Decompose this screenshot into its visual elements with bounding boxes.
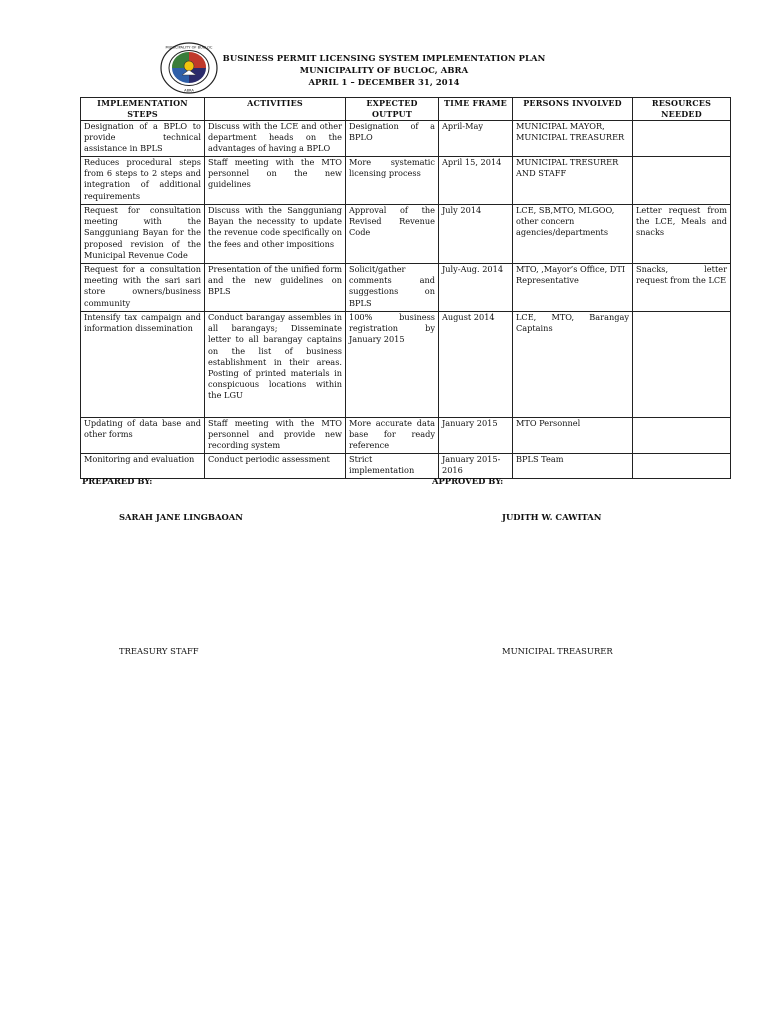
cell-persons: MTO Personnel [513,418,633,454]
cell-resources: Snacks, letter request from the LCE [633,264,731,312]
preparer-name: SARAH JANE LINGBAOAN [119,512,243,522]
cell-resources [633,312,731,418]
cell-time-frame: August 2014 [439,312,513,418]
cell-resources: Letter request from the LCE, Meals and snacks [633,205,731,264]
cell-output: Solicit/gather comments and suggestions on BPLS [346,264,439,312]
cell-persons: MUNICIPAL TRESURER AND STAFF [513,157,633,205]
cell-activity: Staff meeting with the MTO personnel on the new guidelines [205,157,346,205]
implementation-plan-table [80,97,731,479]
cell-resources [633,121,731,157]
document-header [0,42,768,98]
cell-activity: Conduct barangay assembles in all barangays; Disseminate letter to all barangay captains on the list of business establishment in their areas. Posting of printed materials in conspicuous locations within the LGU [205,312,346,418]
cell-output: Approval of the Revised Revenue Code [346,205,439,264]
cell-persons: LCE, MTO, Barangay Captains [513,312,633,418]
header-activities: ACTIVITIES [205,98,346,121]
cell-step: Intensify tax campaign and information dissemination [81,312,205,418]
title-line-2: MUNICIPALITY OF BUCLOC, ABRA [299,65,469,75]
cell-time-frame: July-Aug. 2014 [439,264,513,312]
cell-resources [633,418,731,454]
table-row [81,205,731,264]
table-row [81,157,731,205]
table-row [81,418,731,454]
cell-resources [633,157,731,205]
cell-output: More systematic licensing process [346,157,439,205]
table-row [81,454,731,479]
cell-time-frame: January 2015 [439,418,513,454]
cell-persons: MTO, ,Mayor’s Office, DTI Representative [513,264,633,312]
cell-activity: Discuss with the LCE and other department heads on the advantages of having a BPLO [205,121,346,157]
title-line-3: APRIL 1 – DECEMBER 31, 2014 [308,77,460,87]
cell-activity: Conduct periodic assessment [205,454,346,479]
cell-time-frame: July 2014 [439,205,513,264]
cell-time-frame: April 15, 2014 [439,157,513,205]
table-header-row [81,98,731,121]
cell-step: Designation of a BPLO to provide technical assistance in BPLS [81,121,205,157]
cell-output: Strict implementation [346,454,439,479]
svg-text:MUNICIPALITY OF BUCLOC: MUNICIPALITY OF BUCLOC [165,45,213,50]
table-row [81,121,731,157]
cell-activity: Discuss with the Sangguniang Bayan the necessity to update the revenue code specifically on the fees and other impositions [205,205,346,264]
cell-step: Request for a consultation meeting with the sari sari store owners/business community [81,264,205,312]
prepared-by-label: PREPARED BY: [82,476,153,486]
header-time-frame: TIME FRAME [439,98,513,121]
table-row [81,264,731,312]
cell-activity: Staff meeting with the MTO personnel and provide new recording system [205,418,346,454]
cell-output: Designation of a BPLO [346,121,439,157]
approver-name: JUDITH W. CAWITAN [502,512,602,522]
cell-step: Updating of data base and other forms [81,418,205,454]
header-implementation-steps: IMPLEMENTATION STEPS [81,98,205,121]
approver-title: MUNICIPAL TREASURER [502,646,613,656]
approved-by-label: APPROVED BY: [432,476,504,486]
header-resources-needed: RESOURCES NEEDED [633,98,731,121]
cell-resources [633,454,731,479]
svg-text:ABRA: ABRA [184,88,194,93]
document-title [210,52,558,88]
header-persons-involved: PERSONS INVOLVED [513,98,633,121]
cell-output: More accurate data base for ready reference [346,418,439,454]
cell-output: 100% business registration by January 2015 [346,312,439,418]
preparer-title: TREASURY STAFF [119,646,199,656]
cell-persons: LCE, SB,MTO, MLGOO, other concern agencies/departments [513,205,633,264]
cell-step: Monitoring and evaluation [81,454,205,479]
cell-activity: Presentation of the unified form and the new guidelines on BPLS [205,264,346,312]
title-line-1: BUSINESS PERMIT LICENSING SYSTEM IMPLEMENTATION PLAN [222,53,546,63]
cell-step: Request for consultation meeting with the Sangguniang Bayan for the proposed revision of the Municipal Revenue Code [81,205,205,264]
cell-time-frame: January 2015-2016 [439,454,513,479]
cell-persons: BPLS Team [513,454,633,479]
cell-step: Reduces procedural steps from 6 steps to 2 steps and integration of additional requirements [81,157,205,205]
cell-persons: MUNICIPAL MAYOR, MUNICIPAL TREASURER [513,121,633,157]
table-row [81,312,731,418]
cell-time-frame: April-May [439,121,513,157]
header-expected-output: EXPECTED OUTPUT [346,98,439,121]
